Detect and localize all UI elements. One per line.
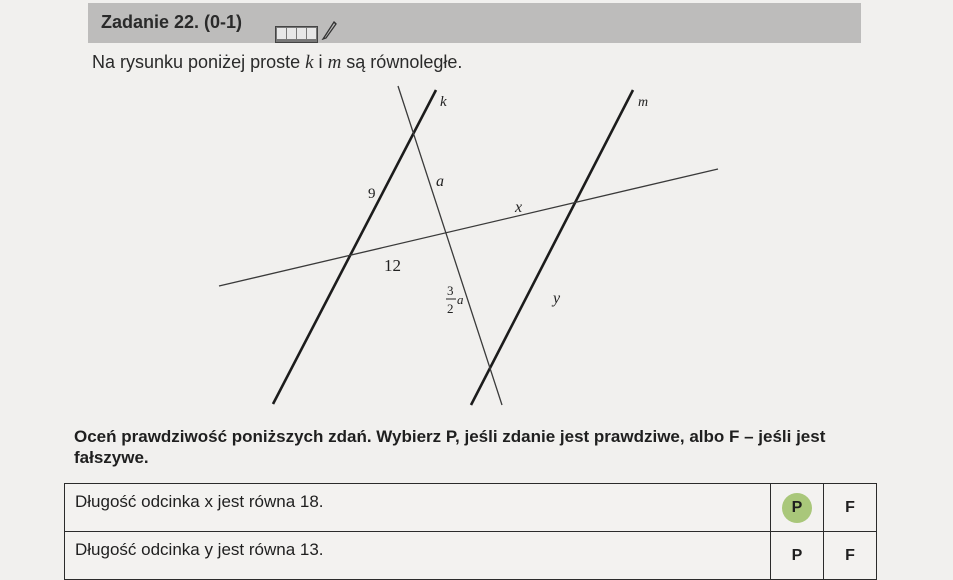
label-m: m bbox=[638, 95, 649, 110]
table-row bbox=[65, 532, 877, 580]
task-title: Zadanie 22. (0-1) bbox=[101, 12, 243, 32]
label-x: x bbox=[515, 199, 523, 216]
intro-part: są równoległe. bbox=[341, 52, 463, 72]
statement-1: Długość odcinka x jest równa 18. bbox=[65, 484, 771, 532]
intro-var-m: m bbox=[327, 52, 342, 73]
option-p-1[interactable] bbox=[771, 484, 824, 532]
true-false-table bbox=[64, 483, 877, 580]
label-fraction-var: a bbox=[457, 292, 464, 307]
table-row bbox=[65, 484, 877, 532]
line-k bbox=[273, 90, 436, 404]
intro-part: Na rysunku poniżej proste bbox=[92, 52, 306, 72]
label-fraction-numerator: 3 bbox=[447, 283, 454, 298]
label-fraction-denominator: 2 bbox=[447, 301, 454, 316]
intro-part: i bbox=[313, 52, 328, 72]
transversal-long bbox=[219, 169, 718, 286]
transversal-thin bbox=[398, 86, 502, 405]
option-p-2[interactable]: P bbox=[771, 532, 824, 580]
option-f-2[interactable]: F bbox=[824, 532, 877, 580]
line-m bbox=[471, 90, 633, 405]
label-a: a bbox=[436, 173, 444, 190]
option-f-1[interactable]: F bbox=[824, 484, 877, 532]
statement-2: Długość odcinka y jest równa 13. bbox=[65, 532, 771, 580]
instruction-text: Oceń prawdziwość poniższych zdań. Wybierz P, jeśli zdanie jest prawdziwe, albo F – jeśli jest fałszywe. bbox=[74, 427, 826, 467]
selected-mark[interactable]: P bbox=[782, 493, 812, 523]
label-k: k bbox=[440, 94, 447, 110]
label-12: 12 bbox=[384, 256, 401, 275]
label-9: 9 bbox=[368, 186, 376, 202]
intro-var-k: k bbox=[305, 52, 314, 73]
label-y: y bbox=[553, 290, 561, 307]
